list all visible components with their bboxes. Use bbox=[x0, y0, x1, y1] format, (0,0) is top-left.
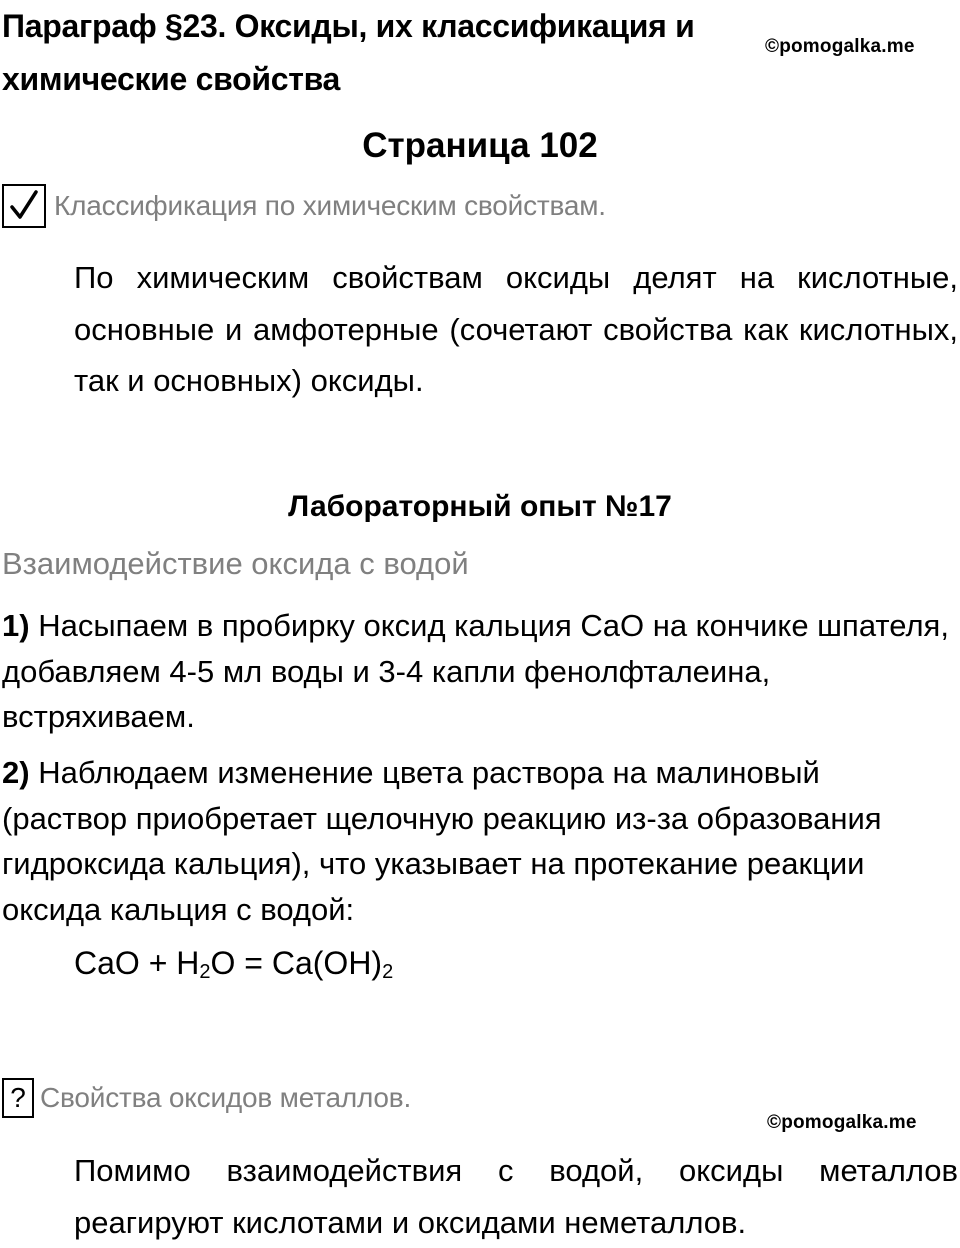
step-number: 1) bbox=[2, 608, 30, 643]
reaction-equation bbox=[74, 945, 393, 984]
lab-subtitle: Взаимодействие оксида с водой bbox=[2, 546, 469, 581]
step-text: Насыпаем в пробирку оксид кальция CaO на кончике шпателя, добавляем 4-5 мл воды и 3-4 капли фенолфталеина, встряхиваем. bbox=[2, 608, 949, 734]
checkbox-check-icon bbox=[2, 184, 46, 228]
lab-title: Лабораторный опыт №17 bbox=[288, 490, 672, 523]
equation-part-1: CaO + H bbox=[74, 945, 200, 981]
equation-sub-2: 2 bbox=[382, 961, 394, 983]
page-heading: Страница 102 bbox=[362, 126, 598, 165]
chapter-title: Параграф §23. Оксиды, их классификация и химические свойства bbox=[2, 8, 695, 97]
watermark-top: ©pomogalka.me bbox=[765, 36, 915, 57]
topic-metals-label: Свойства оксидов металлов. bbox=[40, 1082, 412, 1113]
topic-classification bbox=[2, 184, 606, 228]
lab-step-1 bbox=[2, 603, 952, 740]
equation-sub-1: 2 bbox=[199, 961, 211, 983]
equation-part-2: O = Ca(OH) bbox=[210, 945, 383, 981]
classification-text: По химическим свойствам оксиды делят на кислотные, основные и амфотерные (сочетают свойства как кислотных, так и основных) оксиды. bbox=[74, 260, 958, 398]
topic-classification-label: Классификация по химическим свойствам. bbox=[54, 190, 606, 221]
lab-step-2 bbox=[2, 750, 952, 932]
question-box-icon: ? bbox=[2, 1078, 34, 1118]
topic-metals bbox=[2, 1078, 411, 1118]
step-number: 2) bbox=[2, 755, 30, 790]
classification-paragraph bbox=[2, 252, 958, 407]
metals-paragraph bbox=[2, 1145, 958, 1248]
metals-text: Помимо взаимодействия с водой, оксиды металлов реагируют кислотами и оксидами неметаллов. bbox=[74, 1153, 958, 1240]
watermark-bottom: ©pomogalka.me bbox=[767, 1112, 917, 1133]
step-text: Наблюдаем изменение цвета раствора на малиновый (раствор приобретает щелочную реакцию из-за образования гидроксида кальция), что указывает на протекание реакции оксида кальция с водой: bbox=[2, 755, 882, 927]
